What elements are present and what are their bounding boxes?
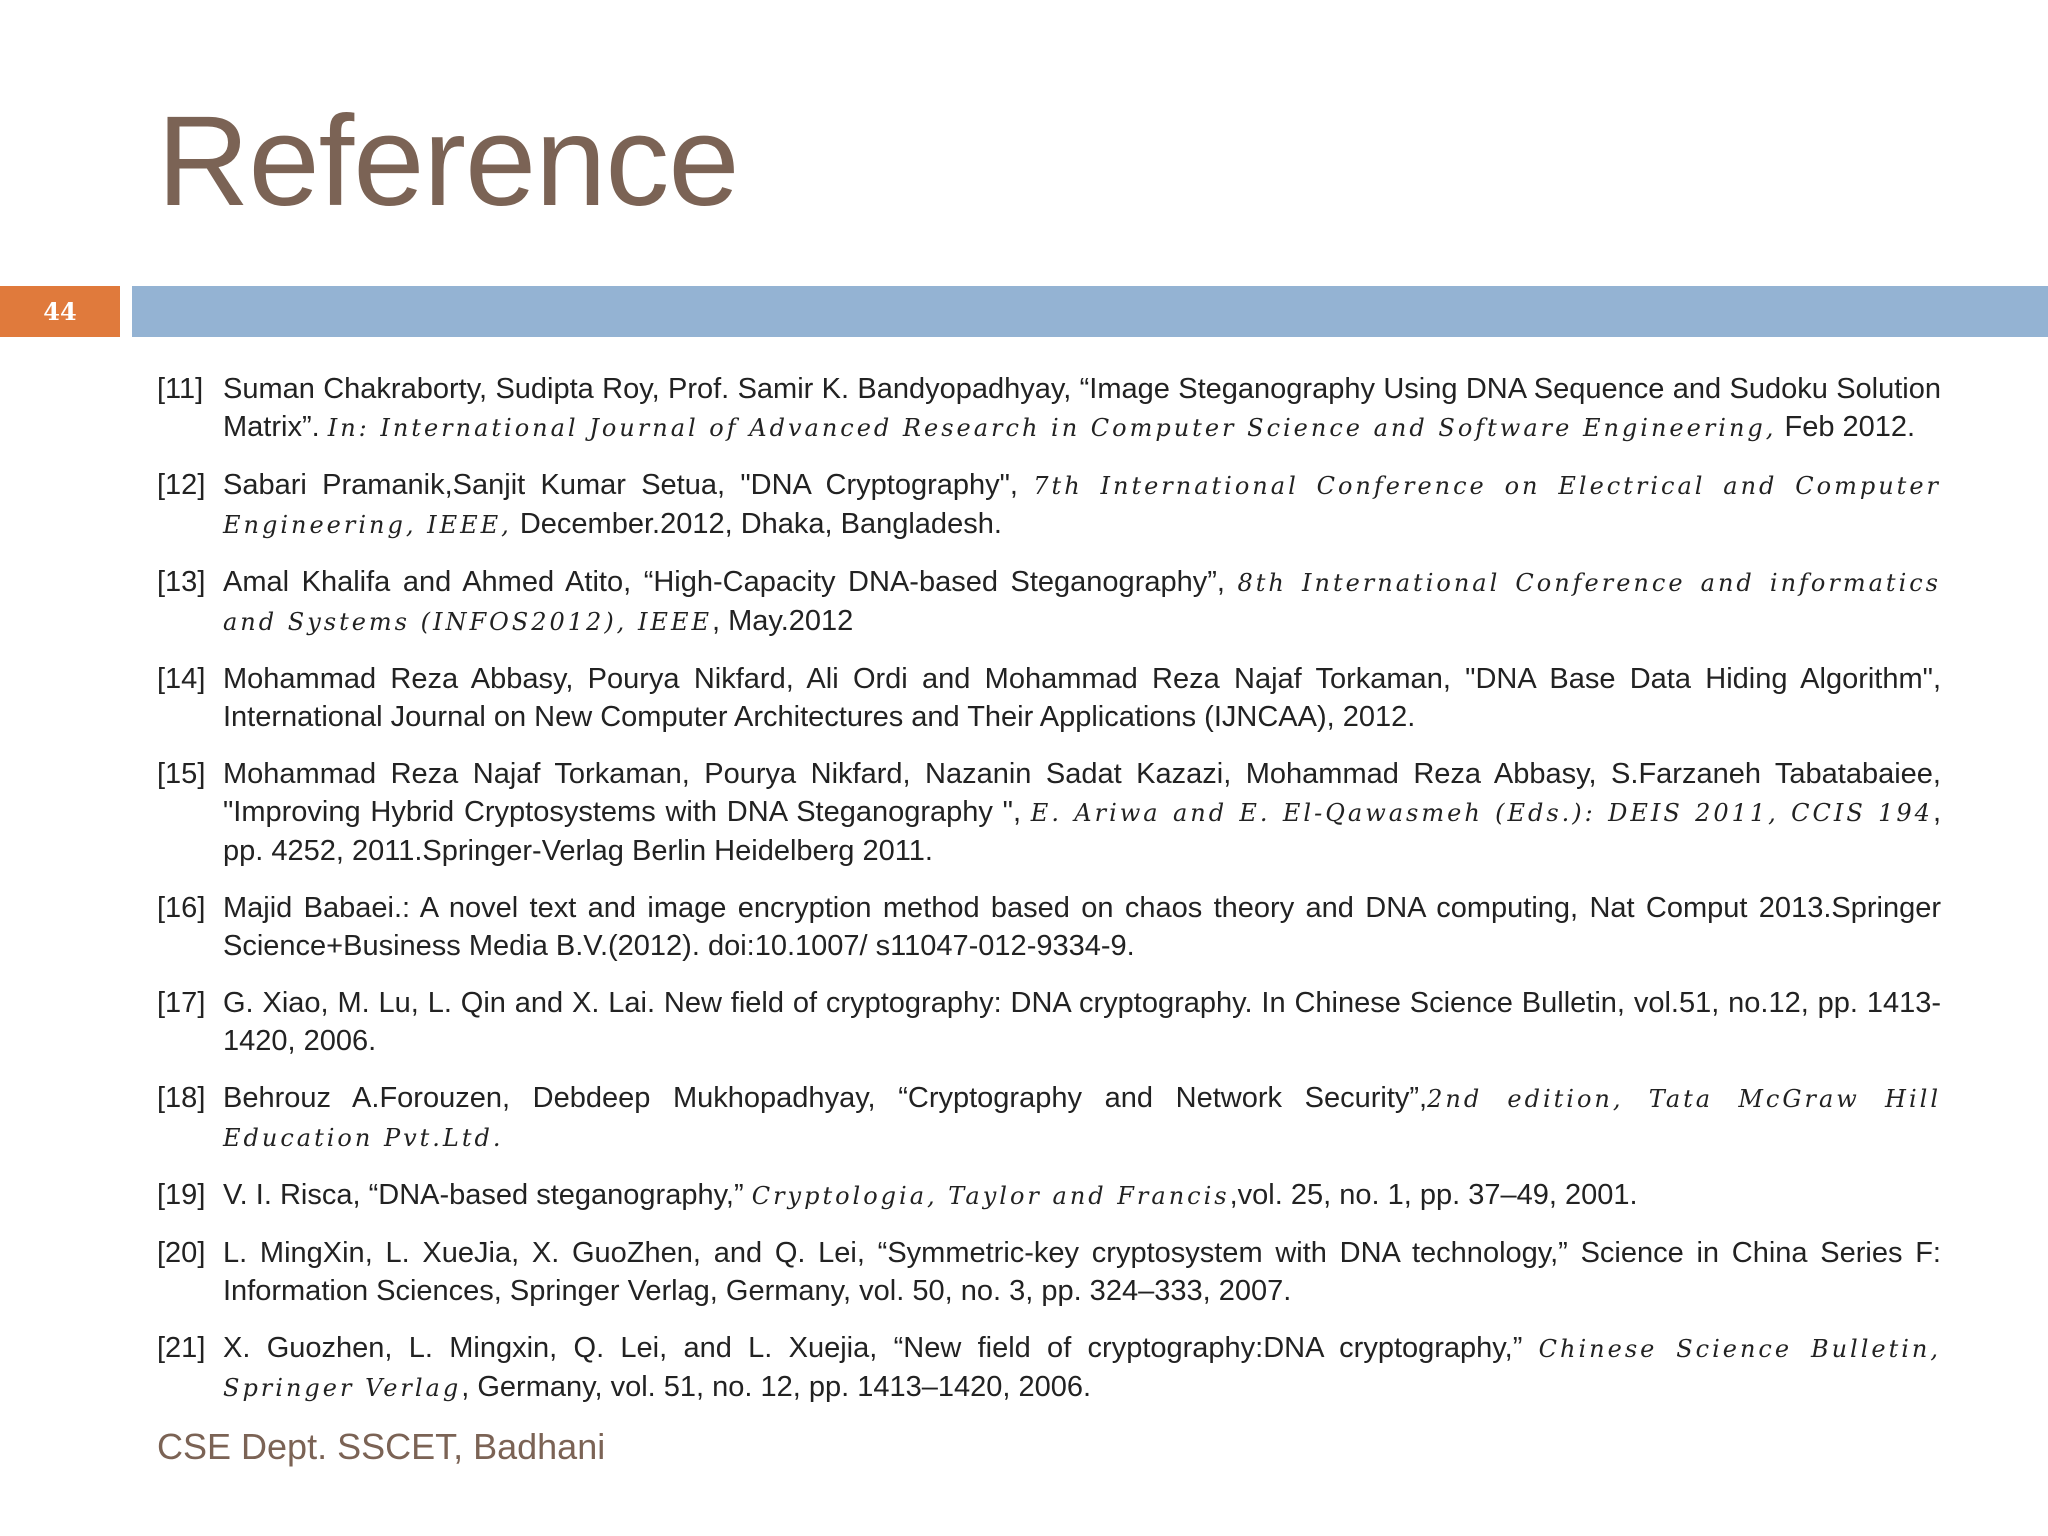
reference-text: Amal Khalifa and Ahmed Atito, “High-Capacity DNA-based Steganography”, <box>223 566 1238 598</box>
reference-number: [12] <box>157 469 206 501</box>
reference-text: X. Guozhen, L. Mingxin, Q. Lei, and L. Xuejia, “New field of cryptography:DNA cryptography,” <box>223 1332 1539 1364</box>
reference-tail: ,vol. 25, no. 1, pp. 37–49, 2001. <box>1229 1179 1638 1211</box>
reference-text: Sabari Pramanik,Sanjit Kumar Setua, "DNA Cryptography", <box>223 469 1034 501</box>
slide-number-badge: 44 <box>0 286 120 337</box>
reference-text: G. Xiao, M. Lu, L. Qin and X. Lai. New field of cryptography: DNA cryptography. In Chinese Science Bulletin, vol.51, no.12, pp. 1413-1420, 2006. <box>223 987 1941 1057</box>
reference-text: L. MingXin, L. XueJia, X. GuoZhen, and Q. Lei, “Symmetric-key cryptosystem with DNA technology,” Science in China Series F: Information Sciences, Springer Verlag, Germany, vol. 50, no. 3, pp. 324–333, 2007. <box>223 1237 1941 1307</box>
reference-number: [21] <box>157 1332 206 1364</box>
reference-list <box>157 370 1941 1426</box>
reference-item <box>157 889 1941 965</box>
reference-venue: In: International Journal of Advanced Research in Computer Science and Software Engineering, <box>327 414 1777 442</box>
reference-number: [19] <box>157 1179 206 1211</box>
reference-number: [13] <box>157 566 206 598</box>
reference-number: [16] <box>157 892 206 924</box>
reference-item <box>157 563 1941 641</box>
reference-number: [14] <box>157 663 206 695</box>
reference-item <box>157 466 1941 544</box>
reference-number: [18] <box>157 1082 206 1114</box>
reference-venue: 7th International Conference on Electrical and Computer Engineering, IEEE, <box>223 472 1941 539</box>
reference-text: Mohammad Reza Abbasy, Pourya Nikfard, Ali Ordi and Mohammad Reza Najaf Torkaman, "DNA Base Data Hiding Algorithm", International Journal on New Computer Architectures and Their Applications (IJNCAA), 2012. <box>223 663 1941 733</box>
reference-venue: Cryptologia, Taylor and Francis <box>751 1182 1230 1210</box>
reference-number: [11] <box>157 373 204 405</box>
reference-item <box>157 755 1941 870</box>
reference-item <box>157 660 1941 736</box>
reference-item <box>157 1329 1941 1407</box>
reference-venue: E. Ariwa and E. El-Qawasmeh (Eds.): DEIS 2011, CCIS 194 <box>1030 799 1933 827</box>
reference-tail: , pp. 4252, 2011.Springer-Verlag Berlin Heidelberg 2011. <box>223 796 1942 867</box>
reference-text: Majid Babaei.: A novel text and image encryption method based on chaos theory and DNA computing, Nat Comput 2013.Springer Science+Business Media B.V.(2012). doi:10.1007/ s11047-012-9334-9. <box>223 892 1941 962</box>
reference-tail: Feb 2012. <box>1776 411 1916 443</box>
reference-venue: Chinese Science Bulletin, Springer Verlag <box>223 1335 1941 1402</box>
reference-tail: , Germany, vol. 51, no. 12, pp. 1413–1420, 2006. <box>461 1371 1092 1403</box>
footer-text: CSE Dept. SSCET, Badhani <box>157 1426 606 1467</box>
reference-number: [17] <box>157 987 206 1019</box>
reference-tail: , May.2012 <box>711 605 854 637</box>
reference-number: [15] <box>157 758 206 790</box>
reference-item <box>157 1176 1941 1215</box>
reference-text: Behrouz A.Forouzen, Debdeep Mukhopadhyay, “Cryptography and Network Security”, <box>223 1082 1428 1114</box>
slide-title: Reference <box>157 90 739 233</box>
header-bar <box>132 286 2048 337</box>
reference-venue: 2nd edition, Tata McGraw Hill Education Pvt.Ltd. <box>223 1085 1942 1152</box>
reference-number: [20] <box>157 1237 206 1269</box>
reference-item <box>157 1234 1941 1310</box>
reference-item <box>157 1079 1941 1157</box>
reference-text: Suman Chakraborty, Sudipta Roy, Prof. Samir K. Bandyopadhyay, “Image Steganography Using DNA Sequence and Sudoku Solution Matrix”. <box>223 373 1941 443</box>
reference-text: Mohammad Reza Najaf Torkaman, Pourya Nikfard, Nazanin Sadat Kazazi, Mohammad Reza Abbasy, S.Farzaneh Tabatabaiee, "Improving Hybrid Cryptosystems with DNA Steganography ", <box>223 758 1941 828</box>
reference-item <box>157 370 1941 447</box>
reference-tail: December.2012, Dhaka, Bangladesh. <box>511 508 1002 540</box>
reference-item <box>157 984 1941 1060</box>
reference-text: V. I. Risca, “DNA-based steganography,” <box>223 1179 752 1211</box>
reference-venue: 8th International Conference and informatics and Systems (INFOS2012), IEEE <box>223 569 1942 636</box>
